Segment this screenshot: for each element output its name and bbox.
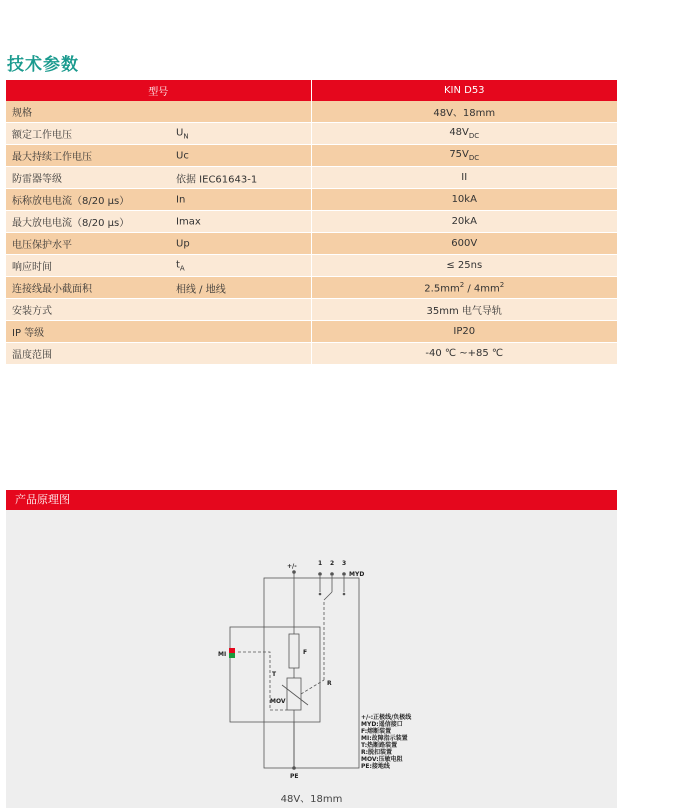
mi-indicator-green xyxy=(229,653,235,658)
label-f: F xyxy=(303,649,308,656)
terminal-3 xyxy=(342,572,346,576)
legend-item: T:热断路装置 xyxy=(361,742,398,749)
legend-item: F:熔断装置 xyxy=(361,728,392,735)
param-symbol-text: Uc xyxy=(176,150,189,161)
legend-item: PE:接地线 xyxy=(361,763,390,770)
legend-item: MOV:压敏电阻 xyxy=(361,756,403,763)
table-row xyxy=(6,189,617,211)
mi-indicator-red xyxy=(229,648,235,653)
outer-housing xyxy=(264,578,359,768)
legend-item: +/-:正极线/负极线 xyxy=(361,714,412,721)
parameters-table xyxy=(6,80,617,365)
param-name: 最大放电电流（8/20 μs） xyxy=(12,218,130,229)
schematic-svg xyxy=(6,510,617,808)
legend-item: R:脱扣装置 xyxy=(361,749,393,756)
table-row xyxy=(6,233,617,255)
param-name: 温度范围 xyxy=(12,350,52,361)
param-value-cell xyxy=(311,233,617,255)
param-symbol xyxy=(176,170,257,185)
header-model: 型号 xyxy=(6,80,311,101)
table-row xyxy=(6,277,617,299)
param-value: ≤ 25ns xyxy=(446,260,483,271)
param-name-cell xyxy=(6,277,311,299)
label-myd: MYD xyxy=(349,571,365,578)
table-row xyxy=(6,123,617,145)
param-value-cell xyxy=(311,189,617,211)
param-value: II xyxy=(461,172,468,183)
switch-blade xyxy=(324,592,332,600)
param-symbol xyxy=(176,150,189,161)
param-value-cell xyxy=(311,255,617,277)
param-value: 48V、18mm xyxy=(433,108,496,119)
table-row xyxy=(6,343,617,365)
param-name: 标称放电电流（8/20 μs） xyxy=(12,196,130,207)
table-row xyxy=(6,145,617,167)
param-name: 连接线最小截面积 xyxy=(12,284,92,295)
param-value-cell xyxy=(311,123,617,145)
terminal-plus-minus xyxy=(292,570,296,574)
label-r: R xyxy=(327,680,332,687)
param-value-cell xyxy=(311,277,617,299)
param-symbol-text: Up xyxy=(176,238,190,249)
param-name-cell xyxy=(6,343,311,365)
param-symbol-text: 相线 / 地线 xyxy=(176,284,226,295)
table-row xyxy=(6,211,617,233)
param-name: 额定工作电压 xyxy=(12,130,72,141)
param-value: -40 ℃ ~+85 ℃ xyxy=(425,348,504,359)
param-name: IP 等级 xyxy=(12,328,45,339)
param-value-cell xyxy=(311,299,617,321)
section-title: 技术参数 xyxy=(7,55,79,75)
param-value: 48V xyxy=(449,127,469,138)
param-symbol-text: Imax xyxy=(176,216,201,227)
label-pe: PE xyxy=(290,773,299,780)
diagram-title: 产品原理图 xyxy=(15,493,70,506)
param-symbol-subscript: A xyxy=(179,264,185,272)
param-symbol-text: In xyxy=(176,194,186,205)
param-name: 最大持续工作电压 xyxy=(12,152,92,163)
param-name-cell xyxy=(6,189,311,211)
param-symbol xyxy=(176,216,201,227)
legend-item: MI:故障指示装置 xyxy=(361,735,408,742)
param-name-cell xyxy=(6,233,311,255)
diagram-caption: 48V、18mm xyxy=(280,794,343,805)
table-row xyxy=(6,255,617,277)
param-value: 10kA xyxy=(451,194,477,205)
trip-link xyxy=(301,680,324,694)
table-header-row xyxy=(6,80,617,101)
param-value-cell xyxy=(311,321,617,343)
param-value: IP20 xyxy=(453,326,476,337)
label-pin1: 1 xyxy=(318,560,323,567)
label-mov: MOV xyxy=(270,698,286,705)
param-value-secondary: / 4mm xyxy=(464,283,500,295)
param-name: 电压保护水平 xyxy=(12,240,72,251)
param-name-cell xyxy=(6,145,311,167)
param-symbol-text: 依据 IEC61643-1 xyxy=(176,174,258,185)
terminal-2 xyxy=(330,572,334,576)
param-value: 2.5mm xyxy=(424,283,460,295)
param-value-secondary-superscript: 2 xyxy=(499,280,505,289)
table-row xyxy=(6,299,617,321)
param-value-subscript: DC xyxy=(468,132,480,140)
param-symbol-text: t xyxy=(176,259,180,270)
fuse-symbol xyxy=(289,634,299,668)
param-value-superscript: 2 xyxy=(459,280,465,289)
param-symbol-subscript: N xyxy=(183,132,189,140)
schematic-legend xyxy=(361,714,411,770)
param-symbol xyxy=(176,238,190,249)
param-name-cell xyxy=(6,255,311,277)
param-symbol xyxy=(176,194,185,205)
diagram-banner xyxy=(6,490,617,510)
param-name-cell xyxy=(6,321,311,343)
param-name: 规格 xyxy=(12,108,32,119)
param-symbol xyxy=(176,127,189,140)
param-value-cell xyxy=(311,167,617,189)
param-value-subscript: DC xyxy=(468,154,480,162)
param-name: 安装方式 xyxy=(12,306,52,317)
param-name-cell xyxy=(6,167,311,189)
param-name-cell xyxy=(6,299,311,321)
table-row xyxy=(6,321,617,343)
param-symbol xyxy=(176,259,185,272)
param-value: 600V xyxy=(451,238,478,249)
header-product: KIN D53 xyxy=(311,80,617,101)
contact-1 xyxy=(319,593,322,596)
param-value-cell xyxy=(311,343,617,365)
label-pin3: 3 xyxy=(342,560,347,567)
table-row xyxy=(6,101,617,123)
param-name-cell xyxy=(6,211,311,233)
table-row xyxy=(6,167,617,189)
param-symbol-text: U xyxy=(176,127,184,138)
label-mi: MI xyxy=(218,651,227,658)
param-value: 20kA xyxy=(451,216,477,227)
param-name: 防雷器等级 xyxy=(12,174,62,185)
label-pin2: 2 xyxy=(330,560,335,567)
param-name-cell xyxy=(6,123,311,145)
param-name-cell xyxy=(6,101,311,123)
label-plus-minus: +/- xyxy=(287,563,297,570)
param-value-cell xyxy=(311,101,617,123)
schematic-diagram xyxy=(6,510,617,808)
param-value: 35mm 电气导轨 xyxy=(426,306,502,317)
param-value-cell xyxy=(311,211,617,233)
terminal-1 xyxy=(318,572,322,576)
contact-3 xyxy=(343,593,346,596)
terminal-pe xyxy=(292,766,296,770)
param-symbol xyxy=(176,280,226,295)
param-name: 响应时间 xyxy=(12,262,52,273)
param-value-cell xyxy=(311,145,617,167)
label-t: T xyxy=(272,671,277,678)
legend-item: MYD:遥信接口 xyxy=(361,721,403,728)
param-value: 75V xyxy=(449,149,469,160)
